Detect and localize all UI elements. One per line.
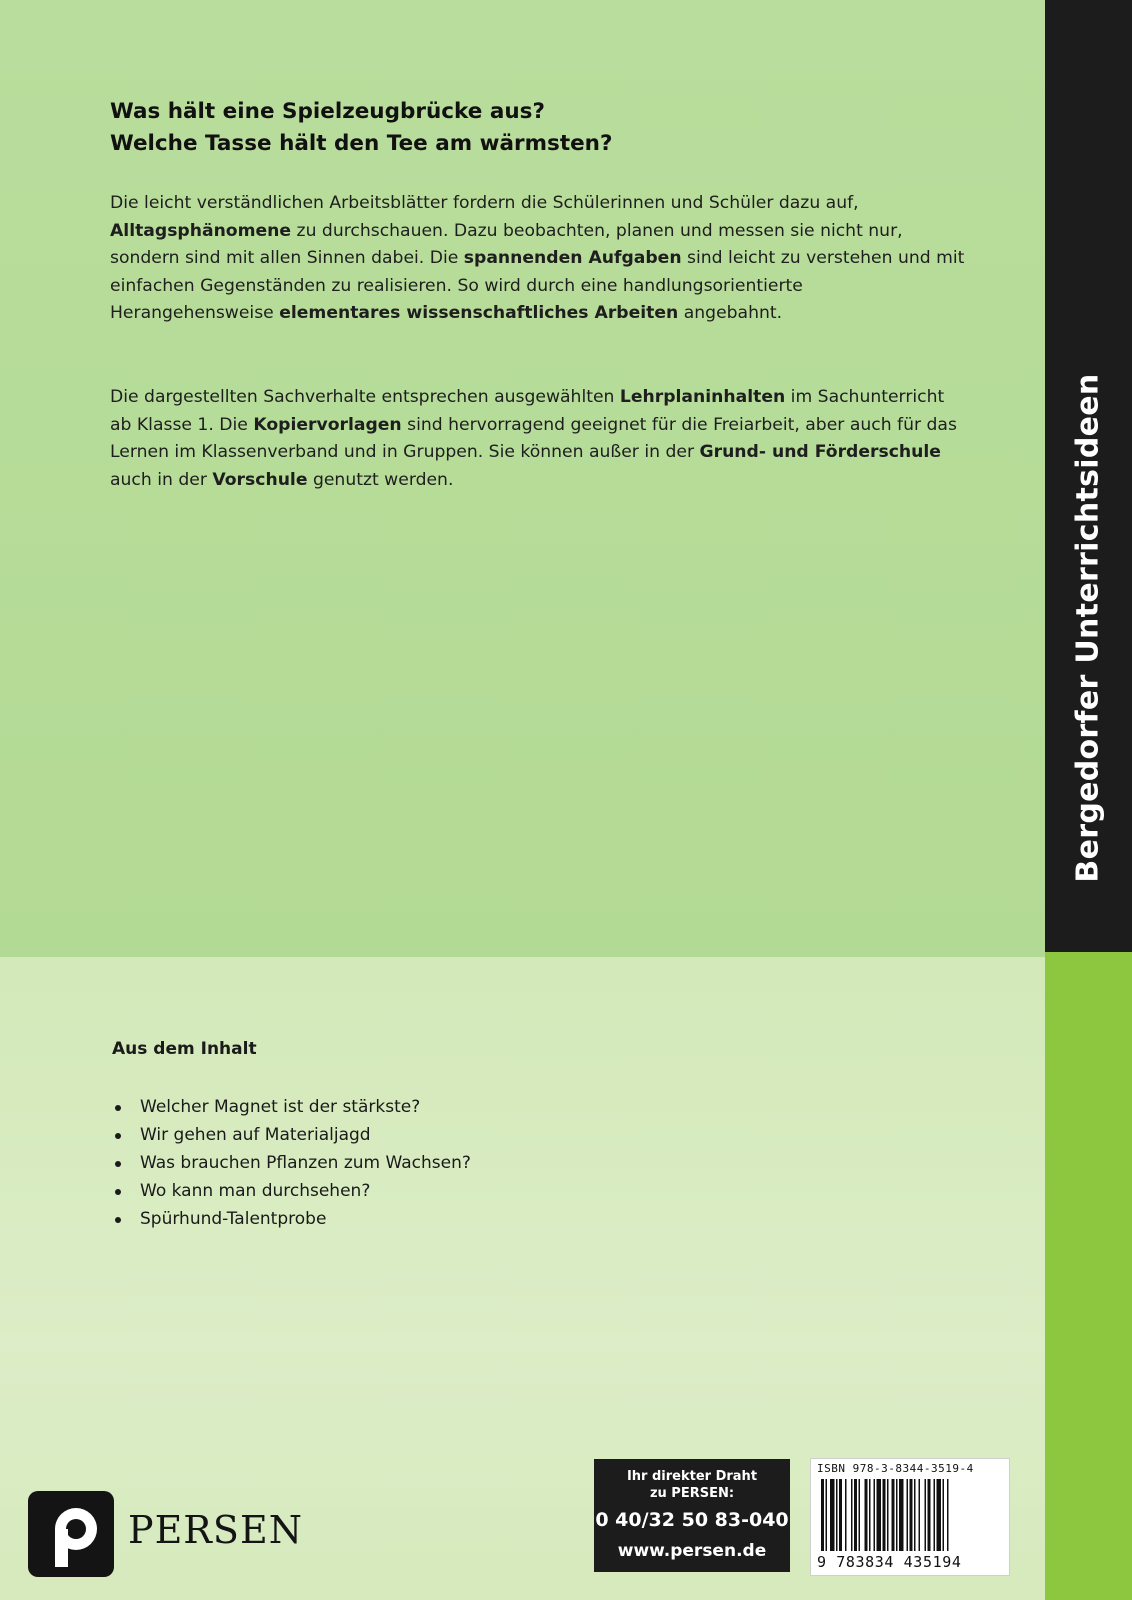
emphasis-vorschule: Vorschule bbox=[212, 469, 308, 490]
list-item bbox=[112, 1121, 471, 1149]
barcode-bar bbox=[907, 1479, 909, 1551]
list-item bbox=[112, 1205, 471, 1233]
barcode-bar bbox=[919, 1479, 921, 1551]
list-item-label: Was brauchen Pflanzen zum Wachsen? bbox=[140, 1153, 471, 1173]
headline bbox=[110, 96, 1010, 160]
bullet-icon bbox=[115, 1105, 121, 1111]
barcode-digits: 9 783834 435194 bbox=[817, 1553, 962, 1571]
contact-phone: 0 40/32 50 83-040 bbox=[595, 1509, 789, 1531]
p-logo-icon bbox=[28, 1491, 114, 1577]
contact-box bbox=[594, 1459, 790, 1572]
barcode-bar bbox=[839, 1479, 842, 1551]
text-run: genutzt werden. bbox=[307, 469, 454, 490]
barcode-bar bbox=[899, 1479, 904, 1551]
barcode-bar bbox=[854, 1479, 857, 1551]
description-paragraph-1 bbox=[110, 190, 970, 328]
headline-line-1: Was hält eine Spielzeugbrücke aus? bbox=[110, 99, 545, 124]
barcode-bar bbox=[937, 1479, 942, 1551]
contents-heading: Aus dem Inhalt bbox=[112, 1039, 257, 1059]
barcode-bar bbox=[943, 1479, 945, 1551]
series-title: Bergedorfer Unterrichtsideen bbox=[1070, 373, 1106, 883]
description-paragraph-2 bbox=[110, 384, 970, 494]
text-run: auch in der bbox=[110, 469, 213, 490]
spine-green-band bbox=[1045, 952, 1132, 1600]
barcode-bar bbox=[947, 1479, 949, 1551]
barcode-icon bbox=[819, 1479, 1003, 1551]
barcode-bar bbox=[883, 1479, 886, 1551]
barcode-bar bbox=[865, 1479, 868, 1551]
list-item-label: Wir gehen auf Materialjagd bbox=[140, 1125, 371, 1145]
barcode-bar bbox=[877, 1479, 882, 1551]
list-item-label: Wo kann man durchsehen? bbox=[140, 1181, 371, 1201]
bullet-icon bbox=[115, 1217, 121, 1223]
barcode-bar bbox=[821, 1479, 824, 1551]
contact-website: www.persen.de bbox=[617, 1541, 767, 1561]
emphasis-alltagsphaenomene: Alltagsphänomene bbox=[110, 220, 292, 241]
barcode-bar bbox=[914, 1479, 916, 1551]
barcode-bar bbox=[925, 1479, 927, 1551]
emphasis-spannende-aufgaben: spannenden Aufgaben bbox=[463, 248, 682, 268]
list-item-label: Welcher Magnet ist der stärkste? bbox=[140, 1097, 421, 1117]
emphasis-grund-und-foerderschule: Grund- und Förderschule bbox=[699, 442, 941, 462]
barcode-bar bbox=[826, 1479, 828, 1551]
text-run: im Sachunterricht ab Klasse 1. Die bbox=[110, 387, 945, 435]
barcode-bar bbox=[836, 1479, 838, 1551]
barcode-bar bbox=[851, 1479, 853, 1551]
barcode-bar bbox=[859, 1479, 861, 1551]
emphasis-wissenschaftliches-arbeiten: elementares wissenschaftliches Arbeiten bbox=[279, 303, 679, 323]
publisher-name: PERSEN bbox=[128, 1508, 303, 1552]
text-run: zu durchschauen. Dazu beobachten, planen und messen sie nicht nur, sondern sind mit allen Sinnen dabei. Die bbox=[110, 220, 903, 268]
headline-line-2: Welche Tasse hält den Tee am wärmsten? bbox=[110, 131, 613, 156]
barcode-bar bbox=[892, 1479, 895, 1551]
contact-label-line-2: zu PERSEN: bbox=[649, 1486, 735, 1501]
contact-label-line-1: Ihr direkter Draht bbox=[626, 1469, 758, 1484]
contents-list bbox=[112, 1093, 471, 1233]
text-run: Die dargestellten Sachverhalte entsprechen ausgewählten bbox=[110, 387, 620, 407]
text-run: Die leicht verständlichen Arbeitsblätter fordern die Schülerinnen und Schüler dazu auf, bbox=[110, 193, 859, 213]
bullet-icon bbox=[115, 1189, 121, 1195]
publisher-logo-icon bbox=[28, 1491, 114, 1577]
barcode-bar bbox=[928, 1479, 931, 1551]
barcode-bar bbox=[887, 1479, 889, 1551]
isbn-barcode-block bbox=[810, 1458, 1010, 1576]
text-run: angebahnt. bbox=[678, 303, 783, 323]
list-item bbox=[112, 1177, 471, 1205]
list-item bbox=[112, 1093, 471, 1121]
barcode-bar bbox=[910, 1479, 913, 1551]
emphasis-lehrplaninhalten: Lehrplaninhalten bbox=[619, 387, 786, 407]
barcode-bar bbox=[869, 1479, 871, 1551]
barcode-bar bbox=[874, 1479, 876, 1551]
barcode-bar bbox=[896, 1479, 898, 1551]
text-run: sind leicht zu verstehen und mit einfachen Gegenständen zu realisieren. So wird durch eine handlungsorientierte Herangehensweise bbox=[110, 248, 965, 323]
isbn-label: ISBN 978-3-8344-3519-4 bbox=[817, 1462, 974, 1475]
emphasis-kopiervorlagen: Kopiervorlagen bbox=[253, 414, 402, 435]
barcode-bar bbox=[845, 1479, 847, 1551]
text-run: sind hervorragend geeignet für die Freiarbeit, aber auch für das Lernen im Klassenverband und in Gruppen. Sie können außer in der bbox=[110, 414, 957, 462]
list-item-label: Spürhund-Talentprobe bbox=[140, 1209, 327, 1229]
bullet-icon bbox=[115, 1133, 121, 1139]
barcode-bar bbox=[830, 1479, 835, 1551]
barcode-bar bbox=[934, 1479, 936, 1551]
bullet-icon bbox=[115, 1161, 121, 1167]
list-item bbox=[112, 1149, 471, 1177]
